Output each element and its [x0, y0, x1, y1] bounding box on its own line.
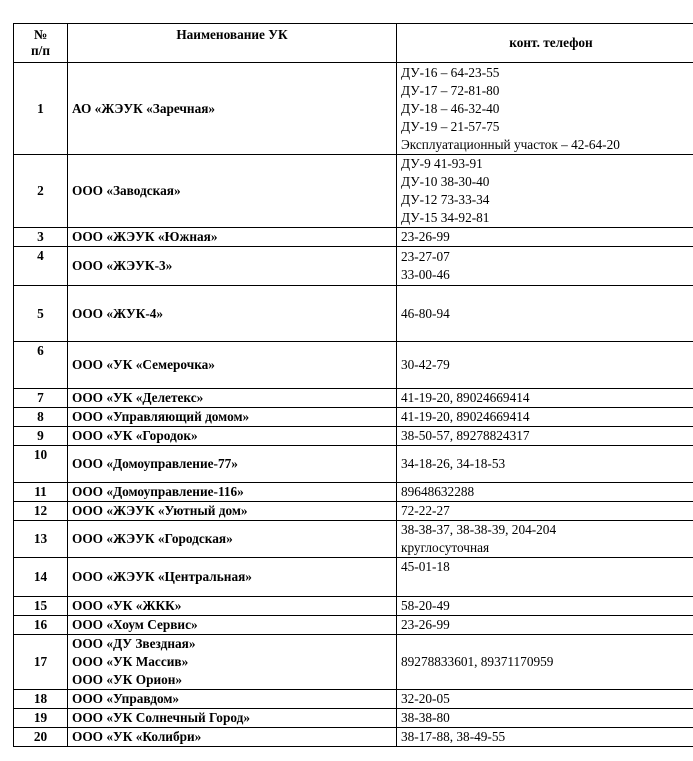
- table-row: [14, 286, 693, 342]
- phone-line: 38-38-80: [401, 710, 450, 725]
- company-name-cell: [68, 502, 397, 521]
- row-number: 19: [14, 709, 68, 728]
- phone-line: 30-42-79: [401, 357, 450, 372]
- company-name-cell: [68, 228, 397, 247]
- company-name: ООО «УК «Городок»: [72, 428, 198, 443]
- phone-cell: [397, 616, 693, 635]
- table-row: [14, 690, 693, 709]
- row-number: 5: [14, 286, 68, 342]
- row-number: 1: [14, 63, 68, 155]
- row-number: 4: [14, 247, 68, 286]
- phone-cell: [397, 155, 693, 228]
- company-name: ООО «Домоуправление-77»: [72, 456, 238, 471]
- company-name-cell: [68, 247, 397, 286]
- table-row: [14, 155, 693, 228]
- company-name-cell: [68, 408, 397, 427]
- table-row: [14, 427, 693, 446]
- company-name: АО «ЖЭУК «Заречная»: [72, 100, 216, 116]
- phone-line: 34-18-26, 34-18-53: [401, 456, 506, 471]
- phone-line: ДУ-10 38-30-40: [401, 174, 490, 189]
- table-row: [14, 63, 693, 155]
- table-row: [14, 247, 693, 286]
- company-name-cell: [68, 616, 397, 635]
- company-name: ООО «ДУ Звездная»: [72, 636, 196, 651]
- phone-cell: [397, 728, 693, 747]
- phone-line: 45-01-18: [401, 559, 450, 574]
- company-name-cell: [68, 446, 397, 483]
- phone-cell: [397, 635, 693, 690]
- phone-cell: [397, 558, 693, 597]
- row-number: 20: [14, 728, 68, 747]
- phone-line: 41-19-20, 89024669414: [401, 409, 530, 424]
- phone-line: 32-20-05: [401, 691, 450, 706]
- table-row: [14, 635, 693, 690]
- row-number: 16: [14, 616, 68, 635]
- company-name-cell: [68, 558, 397, 597]
- table-row: [14, 342, 693, 389]
- phone-cell: [397, 228, 693, 247]
- phone-line: 58-20-49: [401, 598, 450, 613]
- company-name-cell: [68, 597, 397, 616]
- phone-cell: [397, 427, 693, 446]
- row-number: 18: [14, 690, 68, 709]
- table-row: [14, 616, 693, 635]
- phone-line: 38-50-57, 89278824317: [401, 428, 530, 443]
- phone-line: 41-19-20, 89024669414: [401, 390, 530, 405]
- phone-cell: [397, 247, 693, 286]
- phone-line: 46-80-94: [401, 305, 450, 321]
- table-header-row: [14, 24, 693, 63]
- row-number: 7: [14, 389, 68, 408]
- phone-cell: [397, 709, 693, 728]
- phone-line: 23-26-99: [401, 617, 450, 632]
- table-row: [14, 558, 693, 597]
- company-name-cell: [68, 483, 397, 502]
- phone-line: ДУ-19 – 21-57-75: [401, 118, 500, 134]
- company-name-cell: [68, 427, 397, 446]
- phone-cell: [397, 446, 693, 483]
- phone-line: круглосуточная: [401, 540, 490, 555]
- phone-cell: [397, 597, 693, 616]
- table-row: [14, 709, 693, 728]
- row-number: 9: [14, 427, 68, 446]
- phone-line: 23-27-07: [401, 249, 450, 264]
- phone-cell: [397, 502, 693, 521]
- phone-line: ДУ-9 41-93-91: [401, 156, 483, 171]
- phone-cell: [397, 483, 693, 502]
- phone-cell: [397, 408, 693, 427]
- company-name-cell: [68, 635, 397, 690]
- company-name: ООО «ЖЭУК «Городская»: [72, 531, 233, 546]
- table-row: [14, 728, 693, 747]
- phone-line: 23-26-99: [401, 229, 450, 244]
- company-name: ООО «Хоум Сервис»: [72, 617, 198, 632]
- company-name-cell: [68, 155, 397, 228]
- phone-line: Эксплуатационный участок – 42-64-20: [401, 136, 620, 152]
- table-row: [14, 408, 693, 427]
- table-body: [14, 63, 693, 747]
- header-number-abbrev: п/п: [30, 43, 51, 58]
- row-number: 3: [14, 228, 68, 247]
- company-name-cell: [68, 63, 397, 155]
- row-number: 13: [14, 521, 68, 558]
- phone-cell: [397, 389, 693, 408]
- company-name-cell: [68, 728, 397, 747]
- company-name-cell: [68, 342, 397, 389]
- company-name: ООО «УК Массив»: [72, 654, 189, 669]
- row-number: 15: [14, 597, 68, 616]
- phone-line: 72-22-27: [401, 503, 450, 518]
- header-name: Наименование УК: [68, 24, 397, 63]
- table-row: [14, 446, 693, 483]
- row-number: 10: [14, 446, 68, 483]
- company-name: ООО «Управдом»: [72, 691, 180, 706]
- company-name: ООО «ЖЭУК «Южная»: [72, 229, 218, 244]
- phone-cell: [397, 521, 693, 558]
- phone-line: ДУ-18 – 46-32-40: [401, 100, 500, 116]
- row-number: 17: [14, 635, 68, 690]
- phone-line: 38-38-37, 38-38-39, 204-204: [401, 522, 557, 537]
- header-number: [14, 24, 68, 63]
- company-name: ООО «УК «Колибри»: [72, 729, 202, 744]
- phone-line: ДУ-16 – 64-23-55: [401, 64, 500, 80]
- company-name: ООО «ЖЭУК «Уютный дом»: [72, 503, 248, 518]
- company-name: ООО «УК Орион»: [72, 672, 183, 687]
- company-name-cell: [68, 286, 397, 342]
- company-name: ООО «ЖУК-4»: [72, 305, 164, 321]
- table-row: [14, 521, 693, 558]
- table-row: [14, 597, 693, 616]
- company-name-cell: [68, 690, 397, 709]
- phone-line: 38-17-88, 38-49-55: [401, 729, 506, 744]
- phone-line: ДУ-12 73-33-34: [401, 192, 490, 207]
- row-number: 2: [14, 155, 68, 228]
- row-number: 11: [14, 483, 68, 502]
- company-name: ООО «УК Солнечный Город»: [72, 710, 250, 725]
- company-name: ООО «ЖЭУК «Центральная»: [72, 569, 252, 584]
- phone-line: ДУ-17 – 72-81-80: [401, 82, 500, 98]
- phone-cell: [397, 63, 693, 155]
- header-number-symbol: №: [33, 27, 48, 42]
- row-number: 6: [14, 342, 68, 389]
- phone-cell: [397, 690, 693, 709]
- phone-line: ДУ-15 34-92-81: [401, 210, 490, 225]
- phone-line: 33-00-46: [401, 267, 450, 282]
- phone-cell: [397, 286, 693, 342]
- company-name: ООО «Домоуправление-116»: [72, 484, 244, 499]
- row-number: 12: [14, 502, 68, 521]
- table-row: [14, 483, 693, 502]
- table-row: [14, 502, 693, 521]
- row-number: 14: [14, 558, 68, 597]
- phone-line: 89648632288: [401, 484, 475, 499]
- document-sheet: [13, 23, 693, 747]
- company-name: ООО «УК «Семерочка»: [72, 357, 215, 372]
- management-companies-table: [13, 23, 693, 747]
- header-phone: конт. телефон: [397, 24, 693, 63]
- company-name: ООО «Заводская»: [72, 183, 181, 198]
- phone-line: 89278833601, 89371170959: [401, 654, 554, 669]
- company-name-cell: [68, 521, 397, 558]
- table-row: [14, 228, 693, 247]
- company-name: ООО «Управляющий домом»: [72, 409, 250, 424]
- company-name-cell: [68, 709, 397, 728]
- phone-cell: [397, 342, 693, 389]
- company-name: ООО «УК «ЖКК»: [72, 598, 182, 613]
- table-row: [14, 389, 693, 408]
- company-name-cell: [68, 389, 397, 408]
- row-number: 8: [14, 408, 68, 427]
- company-name: ООО «УК «Делетекс»: [72, 390, 204, 405]
- company-name: ООО «ЖЭУК-3»: [72, 258, 173, 273]
